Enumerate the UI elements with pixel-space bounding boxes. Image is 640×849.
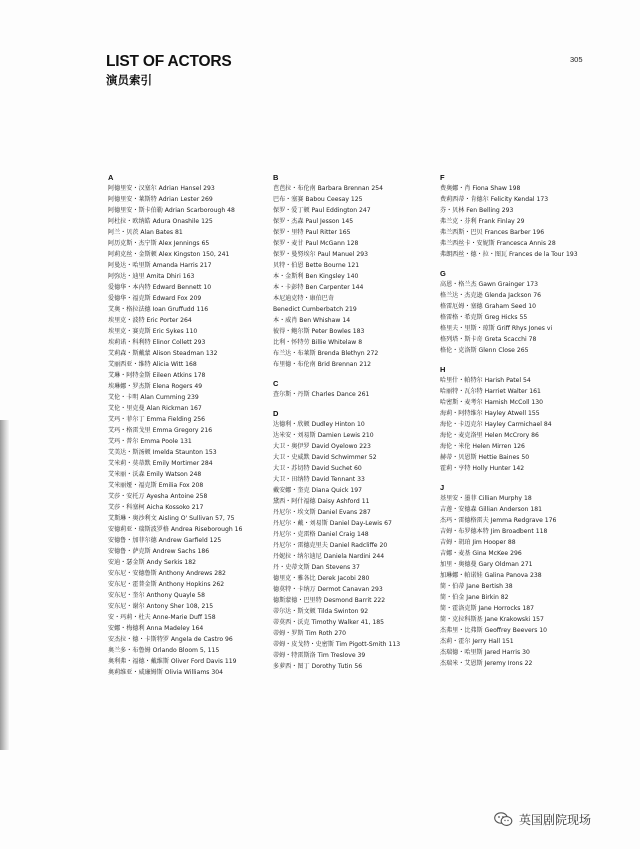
actor-entry: 艾玛・菲尔丁 Emma Fielding 256 — [108, 416, 205, 423]
page-subtitle: 演员索引 — [106, 73, 152, 87]
actor-entry: 蒂姆・特雷斯洛 Tim Treslove 39 — [273, 652, 366, 659]
actor-entry: 大卫・史威默 David Schwimmer 52 — [273, 454, 377, 461]
actor-entry: 爱德华・福克斯 Edward Fox 209 — [108, 295, 202, 302]
actor-entry: 简・伯蒂 Jane Bertish 38 — [440, 583, 513, 590]
actor-entry: 杰瑞米・艾恩斯 Jeremy Irons 22 — [440, 660, 533, 667]
actor-entry: 安德鲁・加菲尔德 Andrew Garfield 125 — [108, 537, 222, 544]
actor-entry: 基里安・墨菲 Cillian Murphy 18 — [440, 495, 532, 502]
actor-entry: Benedict Cumberbatch 219 — [273, 306, 357, 313]
actor-entry: 查尔斯・丹斯 Charles Dance 261 — [273, 391, 370, 398]
actor-entry: 本・金斯利 Ben Kingsley 140 — [273, 273, 359, 280]
actor-entry: 本・威肖 Ben Whishaw 14 — [273, 317, 351, 324]
actor-entry: 比利・怀特劳 Billie Whitelaw 8 — [273, 339, 363, 346]
actor-entry: 弗兰西斯・巴贝 Frances Barber 196 — [440, 229, 545, 236]
actor-entry: 赫蒂・贝恩斯 Hettie Baines 50 — [440, 454, 530, 461]
actor-entry: 安东尼・安德鲁斯 Anthony Andrews 282 — [108, 570, 226, 577]
actor-entry: 芭芭拉・布伦南 Barbara Brennan 254 — [273, 185, 383, 192]
actor-entry: 霍莉・亨特 Holly Hunter 142 — [440, 465, 525, 472]
actor-entry: 芬・贝林 Fen Belling 293 — [440, 207, 514, 214]
actor-entry: 弗兰克・芬利 Frank Finlay 29 — [440, 218, 525, 225]
actor-entry: 吉娜・麦基 Gina McKee 296 — [440, 550, 522, 557]
actor-entry: 高恩・格兰杰 Gawn Grainger 173 — [440, 281, 538, 288]
actor-entry: 海莉・阿特维尔 Hayley Atwell 155 — [440, 410, 540, 417]
actor-entry: 艾奥・格拉法德 Ioan Gruffudd 116 — [108, 306, 209, 313]
actor-entry: 蒂尔达・斯文顿 Tilda Swinton 92 — [273, 608, 369, 615]
actor-entry: 大卫・奥伊罗 David Oyelowo 223 — [273, 443, 371, 450]
actor-entry: 丹・史蒂文斯 Dan Stevens 37 — [273, 564, 360, 571]
actor-entry: 丹尼尔・雷德克里夫 Daniel Radcliffe 20 — [273, 542, 388, 549]
section-spacer — [440, 474, 615, 482]
actor-entry: 哈里什・帕特尔 Harish Patel 54 — [440, 377, 531, 384]
actor-entry: 格雷格・希克斯 Greg Hicks 55 — [440, 314, 528, 321]
actor-entry: 杰瑞德・哈里斯 Jared Harris 30 — [440, 649, 530, 656]
actor-entry: 艾米莉・莫蒂默 Emily Mortimer 284 — [108, 460, 213, 467]
actor-entry: 本尼迪克特・康伯巴奇 — [273, 295, 334, 302]
actor-entry: 丹妮拉・纳尔迪尼 Daniela Nardini 244 — [273, 553, 385, 560]
section-letter: F — [440, 173, 445, 182]
page-number: 305 — [570, 55, 583, 64]
actor-entry: 德里克・雅各比 Derek Jacobi 280 — [273, 575, 370, 582]
actor-entry: 保罗・里特 Paul Ritter 165 — [273, 229, 351, 236]
actor-entry: 艾玛・普尔 Emma Poole 131 — [108, 438, 192, 445]
actor-entry: 杰莉・霍尔 Jerry Hall 151 — [440, 638, 514, 645]
actor-entry: 吉莲・安德森 Gillian Anderson 181 — [440, 506, 543, 513]
actor-entry: 蒂姆・罗斯 Tim Roth 270 — [273, 630, 347, 637]
actor-entry: 黛西・阿什福德 Daisy Ashford 11 — [273, 498, 370, 505]
wechat-icon — [494, 812, 513, 827]
actor-entry: 安德莉亚・瑞斯波罗格 Andrea Riseborough 16 — [108, 526, 243, 533]
actor-entry: 费奥娜・肖 Fiona Shaw 198 — [440, 185, 521, 192]
actor-entry: 埃里克・赛克斯 Eric Sykes 110 — [108, 328, 198, 335]
actor-entry: 阿德里安・莱斯特 Adrian Lester 269 — [108, 196, 213, 203]
actor-entry: 保罗・爱丁顿 Paul Eddington 247 — [273, 207, 371, 214]
index-column-3 — [440, 172, 615, 669]
actor-entry: 安东尼・霍普金斯 Anthony Hopkins 262 — [108, 581, 225, 588]
actor-entry: 安德鲁・萨克斯 Andrew Sachs 186 — [108, 548, 210, 555]
section-letter: D — [273, 409, 279, 418]
actor-entry: 多萝西・图丁 Dorothy Tutin 56 — [273, 663, 363, 670]
page-edge-shadow — [0, 420, 9, 750]
actor-entry: 布里德・布伦南 Brid Brennan 212 — [273, 361, 371, 368]
actor-entry: 戴安娜・奎克 Diana Quick 197 — [273, 487, 362, 494]
actor-entry: 阿弥达・迪里 Amita Dhiri 163 — [108, 273, 195, 280]
section-spacer — [440, 260, 615, 268]
actor-entry: 贝特・伯恩 Bette Bourne 121 — [273, 262, 360, 269]
actor-entry: 简・伯金 Jane Birkin 82 — [440, 594, 509, 601]
actor-entry: 安娜・梅德利 Anna Madeley 164 — [108, 625, 204, 632]
watermark — [494, 811, 591, 828]
section-letter: H — [440, 365, 446, 374]
actor-entry: 保罗・麦甘 Paul McGann 128 — [273, 240, 359, 247]
actor-entry: 安迪・瑟金斯 Andy Serkis 182 — [108, 559, 197, 566]
actor-entry: 丹尼尔・埃文斯 Daniel Evans 287 — [273, 509, 371, 516]
actor-entry: 艾玛・格雷戈里 Emma Gregory 216 — [108, 427, 213, 434]
actor-entry: 德莫特・卡纳万 Dermot Canavan 293 — [273, 586, 383, 593]
actor-entry: 艾莉森・斯戴蒙 Alison Steadman 132 — [108, 350, 218, 357]
actor-entry: 格里夫・里斯・琼斯 Griff Rhys Jones vi — [440, 325, 553, 332]
actor-entry: 哈丽特・瓦尔特 Harriet Walter 161 — [440, 388, 541, 395]
actor-entry: 达米安・刘易斯 Damien Lewis 210 — [273, 432, 374, 439]
actor-entry: 阿历克斯・杰宁斯 Alex Jennings 65 — [108, 240, 210, 247]
index-column-2 — [273, 172, 433, 672]
actor-entry: 格伦・克洛斯 Glenn Close 265 — [440, 347, 529, 354]
actor-entry: 布兰达・布莱斯 Brenda Blethyn 272 — [273, 350, 379, 357]
actor-entry: 简・克拉科斯基 Jane Krakowski 157 — [440, 616, 544, 623]
actor-entry: 杰玛・雷德格雷夫 Jemma Redgrave 176 — [440, 517, 557, 524]
actor-entry: 安杰拉・德・卡斯特罗 Angela de Castro 96 — [108, 636, 233, 643]
actor-entry: 安东尼・谢尔 Antony Sher 108, 215 — [108, 603, 214, 610]
actor-entry: 本・卡彭特 Ben Carpenter 144 — [273, 284, 364, 291]
section-spacer — [273, 370, 433, 378]
actor-entry: 艾米丽・沃森 Emily Watson 248 — [108, 471, 202, 478]
actor-entry: 德斯蒙德・巴里特 Desmond Barrit 222 — [273, 597, 386, 604]
section-letter: C — [273, 379, 279, 388]
actor-entry: 艾美达・斯汤顿 Imelda Staunton 153 — [108, 449, 217, 456]
actor-entry: 阿莉克丝・金斯顿 Alex Kingston 150, 241 — [108, 251, 230, 258]
section-letter: A — [108, 173, 114, 182]
actor-entry: 格雷厄姆・塞德 Graham Seed 10 — [440, 303, 536, 310]
actor-entry: 海伦・米伦 Helen Mirren 126 — [440, 443, 525, 450]
actor-entry: 弗朗西丝・德・拉・图瓦 Frances de la Tour 193 — [440, 251, 578, 258]
actor-entry: 丹尼尔・戴・刘易斯 Daniel Day-Lewis 67 — [273, 520, 392, 527]
actor-entry: 爱德华・本内特 Edward Bennett 10 — [108, 284, 212, 291]
actor-entry: 埃莉诺・科利特 Elinor Collett 293 — [108, 339, 206, 346]
actor-entry: 艾莎・安托万 Ayesha Antoine 258 — [108, 493, 208, 500]
actor-entry: 埃里克・波特 Eric Porter 264 — [108, 317, 192, 324]
actor-entry: 大卫・田纳特 David Tennant 33 — [273, 476, 365, 483]
section-letter: J — [440, 483, 445, 492]
actor-entry: 杰弗里・比弗斯 Geoffrey Beevers 10 — [440, 627, 548, 634]
actor-entry: 蒂莫西・沃克 Timothy Walker 41, 185 — [273, 619, 385, 626]
actor-entry: 加琳娜・帕诺娃 Galina Panova 238 — [440, 572, 542, 579]
actor-entry: 格列塔・斯卡奇 Greta Scacchi 78 — [440, 336, 537, 343]
actor-entry: 弗兰西丝卡・安妮斯 Francesca Annis 28 — [440, 240, 556, 247]
actor-entry: 加里・奥德曼 Gary Oldman 271 — [440, 561, 533, 568]
actor-entry: 艾丽西亚・维特 Alicia Witt 168 — [108, 361, 197, 368]
actor-entry: 艾斯琳・奥沙利文 Aisling O' Sullivan 57, 75 — [108, 515, 235, 522]
page-title: LIST OF ACTORS — [106, 53, 232, 70]
actor-entry: 费莉西蒂・肯德尔 Felicity Kendal 173 — [440, 196, 549, 203]
watermark-text: 英国剧院现场 — [519, 813, 592, 827]
actor-entry: 简・霍洛克斯 Jane Horrocks 187 — [440, 605, 535, 612]
actor-entry: 艾米丽娅・福克斯 Emilia Fox 208 — [108, 482, 204, 489]
actor-entry: 阿杜拉・欧纳皓 Adura Onashile 125 — [108, 218, 213, 225]
actor-entry: 艾莎・科塞柯 Aicha Kossoko 217 — [108, 504, 204, 511]
actor-entry: 巴布・塞赛 Babou Ceesay 125 — [273, 196, 363, 203]
actor-entry: 达德利・欣顿 Dudley Hinton 10 — [273, 421, 365, 428]
actor-entry: 彼得・鲍尔斯 Peter Bowles 183 — [273, 328, 365, 335]
actor-entry: 阿德里安・斯卡伯勒 Adrian Scarborough 48 — [108, 207, 235, 214]
actor-entry: 保罗・杰森 Paul Jesson 145 — [273, 218, 354, 225]
actor-entry: 奥利弗・福德・戴维斯 Oliver Ford Davis 119 — [108, 658, 237, 665]
section-spacer — [440, 356, 615, 364]
actor-entry: 阿曼达・哈里斯 Amanda Harris 217 — [108, 262, 212, 269]
actor-entry: 艾伦・里克曼 Alan Rickman 167 — [108, 405, 202, 412]
actor-entry: 哈密斯・麦考尔 Hamish McColl 130 — [440, 399, 544, 406]
index-column-1 — [108, 172, 268, 678]
actor-entry: 海伦・麦克洛里 Helen McCrory 86 — [440, 432, 539, 439]
actor-entry: 奥兰多・布鲁姆 Orlando Bloom 5, 115 — [108, 647, 220, 654]
actor-entry: 埃琳娜・罗杰斯 Elena Rogers 49 — [108, 383, 203, 390]
actor-entry: 奥莉维亚・威廉姆斯 Olivia Williams 304 — [108, 669, 224, 676]
actor-entry: 丹尼尔・克雷格 Daniel Craig 148 — [273, 531, 369, 538]
actor-entry: 格兰达・杰克逊 Glenda Jackson 76 — [440, 292, 542, 299]
actor-entry: 蒂姆・皮戈特・史密斯 Tim Pigott-Smith 113 — [273, 641, 401, 648]
actor-entry: 阿兰・贝茨 Alan Bates 81 — [108, 229, 183, 236]
actor-entry: 艾琳・阿特金斯 Eileen Atkins 178 — [108, 372, 206, 379]
actor-entry: 安东尼・奎尔 Anthony Quayle 58 — [108, 592, 206, 599]
actor-entry: 阿德里安・汉塞尔 Adrian Hansel 293 — [108, 185, 215, 192]
actor-entry: 吉姆・胡珀 Jim Hooper 88 — [440, 539, 516, 546]
actor-entry: 安・玛莉・杜夫 Anne-Marie Duff 158 — [108, 614, 216, 621]
actor-entry: 海伦・卡迈克尔 Hayley Carmichael 84 — [440, 421, 552, 428]
section-letter: B — [273, 173, 279, 182]
actor-entry: 艾伦・卡明 Alan Cumming 239 — [108, 394, 199, 401]
actor-entry: 吉姆・布罗德本特 Jim Broadbent 118 — [440, 528, 548, 535]
section-spacer — [273, 400, 433, 408]
section-letter: G — [440, 269, 446, 278]
actor-entry: 保罗・曼努埃尔 Paul Manuel 293 — [273, 251, 368, 258]
actor-entry: 大卫・苏切特 David Suchet 60 — [273, 465, 362, 472]
